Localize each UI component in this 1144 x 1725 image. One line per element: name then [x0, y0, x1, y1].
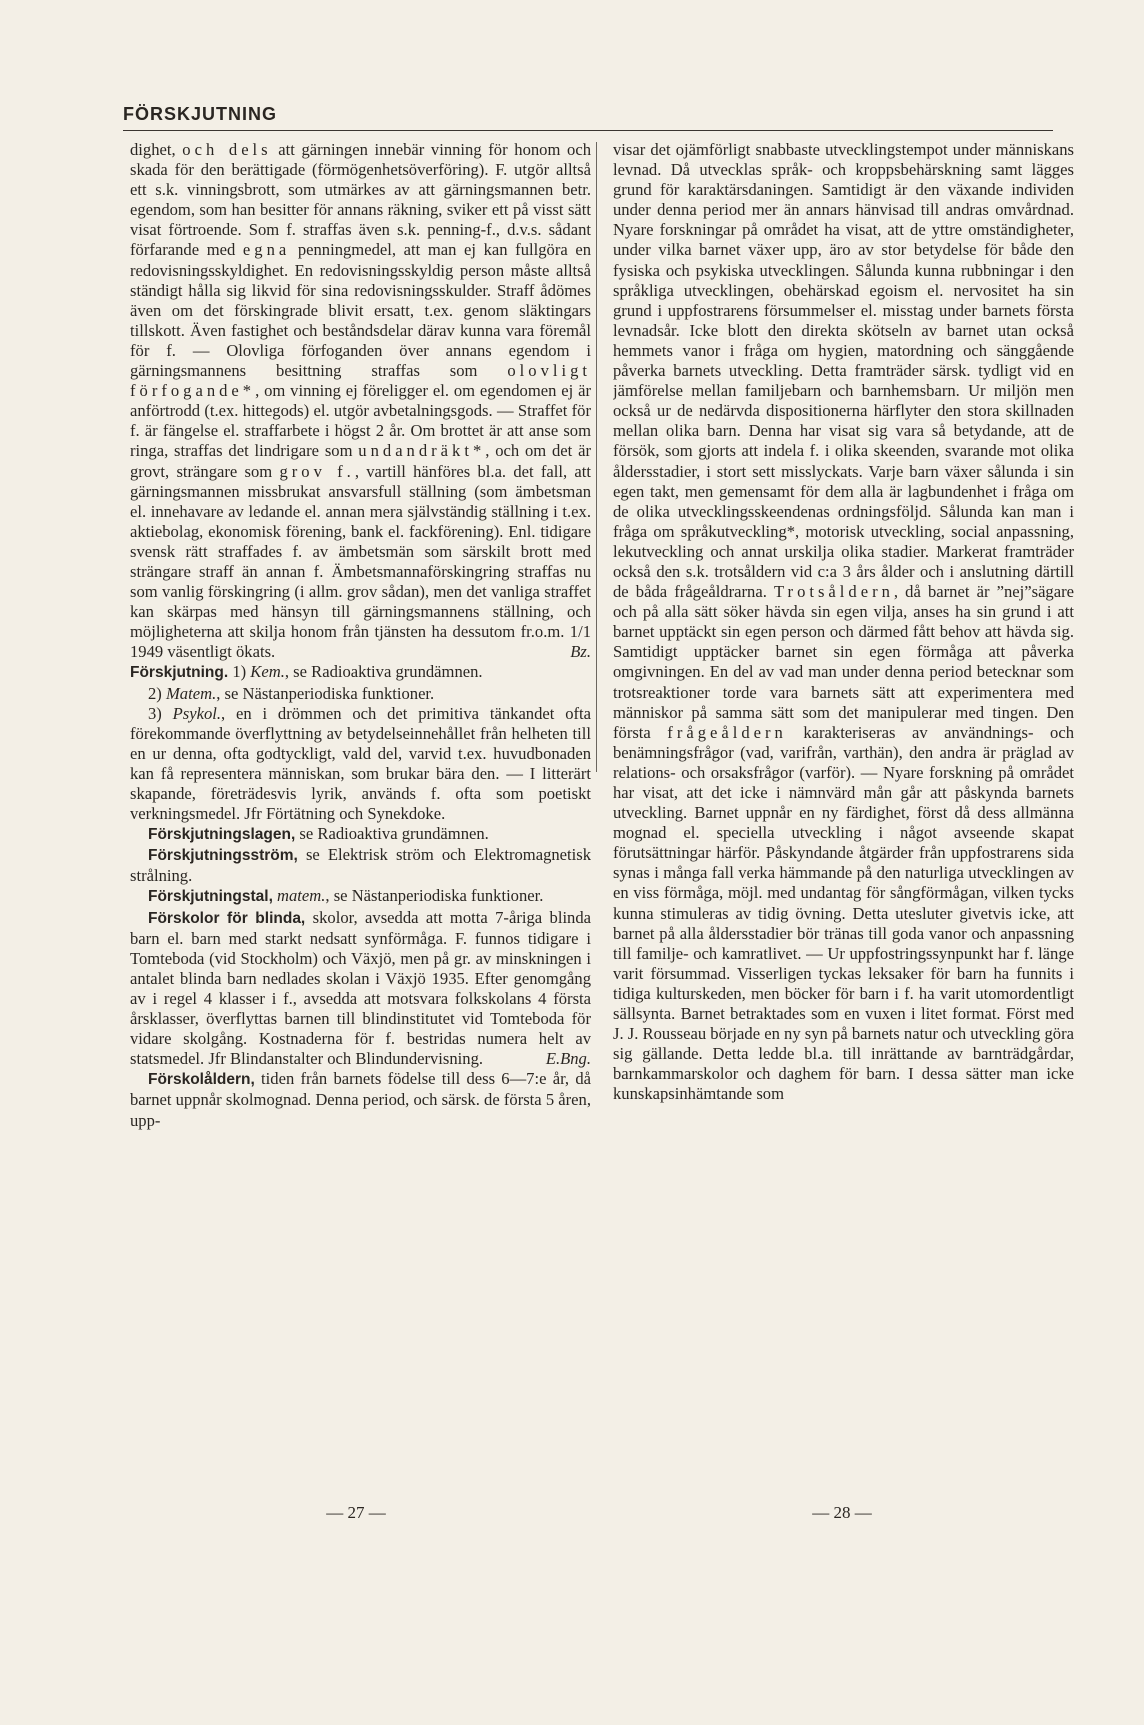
page-number-right: — 28 — [812, 1503, 872, 1522]
headword: Förskjutningstal, [148, 888, 273, 906]
page-number-left: — 27 — [326, 1503, 386, 1522]
right-column [613, 140, 1074, 1725]
entry-forskjutning-sense-2: 2) Matem., se Nästanperiodiska funktioner. [148, 683, 435, 703]
entry-forskolaldern-continued: visar det ojämförligt snabbaste utvecklingstempot under människans levnad. Då utvecklas språk- och kroppsbehärskning samt lägges grund för karaktärsdaningen. Samtidigt är den växande individen under denna period mer än annars hänvisad till andras omvårdnad. Nyare forskningar på området ha visat, att de yttre omständigheter, under vilka barnet växer upp, äro av stor betydelse för både den fysiska och psykiska utvecklingen. Sålunda kunna rubbningar i den språkliga utvecklingen, obehärskad egoism el. nervositet ha sin grund i uppfostrarens försummelser el. misstag under barnets första levnadsår. Icke blott den direkta skötseln av barnet utan också hemmets vanor i fråga om hygien, matordning och sänggående påverka barnets utveckling. Detta framträder särsk. tydligt vid en jämförelse mellan familjebarn och barnhemsbarn. Ur miljön men också ur de nedärvda dispositionerna härflyter den stora skillnaden mellan olika barn. Denna har visat sig vara så betydande, att de försök, som gjorts att indela f. i olika skeenden, svarande mot olika åldersstadier, i stort sett misslyckats. Varje barn växer sålunda i sin egen takt, men gemensamt för dem alla är lagbundenhet i fråga om de olika utvecklingsskeendenas ordningsföljd. Sålunda kan man i fråga om språkutveckling*, motorisk utveckling, social anpassning, lekutveckling och annat urskilja olika stadier. Markerat framträder också den s.k. trotsåldern vid c:a 3 års ålder och i anslutning därtill de båda frågeåldrarna. Trotsåldern, då barnet är ”nej”sägare och på alla sätt söker hävda sin egen vilja, anses ha sin grund i att barnet upptäckt sin egen person och därmed fått behov att hävda sig. Samtidigt upptäcker barnet sin egen förmåga att påverka omgivningen. En del av vad man under denna period betecknar som trotsreaktioner torde vara barnets sätt att experimentera med människor på samma sätt som det manipulerar med tingen. Den första frågeåldern karakteriseras av användnings- och benämningsfrågor (vad, varifrån, varthän), den andra är präglad av relations- och orsaksfrågor (varför). — Nyare forskning på området har visat, att det icke i nämnvärd mån går att påskynda barnets utveckling. Barnet uppnår en ny färdighet, först då dess allmänna mognad el. speciella utveckling i något avseende skapat förutsättningar härför. Påskyndande åtgärder från uppfostrarens sida synas i många fall verka hämmande på den naturliga utvecklingen av en viss förmåga, möjl. med undantag för sångförmågan, vilken tycks kunna stimuleras av tidig övning. Detta utesluter givetvis icke, att barnet på alla åldersstadier bör tränas till goda vanor och anpassning till familje- och kamratlivet. — Ur uppfostringssynpunkt har f. länge varit försummad. Visserligen tyckas leksaker för barn ha funnits i tidiga kulturskeden, men böcker för barn i f. ha varit utomordentligt sällsynta. Barnet betraktades som en vuxen i litet format. Först med J. J. Rousseau började en ny syn på barnets natur och utveckling göra sig gällande. Detta ledde bl.a. till inrättande av barnträdgårdar, barnkammarskolor och daghem för barn. I dessa sätter man icke kunskapsinhämtande som [613, 140, 1074, 1104]
column-divider [596, 142, 597, 772]
left-column [130, 140, 591, 1725]
header-rule [123, 130, 1053, 131]
headword: Förskjutning. [130, 664, 229, 682]
running-head: FÖRSKJUTNING [123, 104, 278, 124]
entry-forskjutningslagen: Förskjutningslagen, se Radioaktiva grundämnen. [148, 824, 489, 844]
entry-forskolaldern: Förskolåldern, tiden från barnets födelse till dess 6—7:e år, då barnet uppnår skolmognad. Denna period, och särsk. de första 5 åren, upp- [130, 1069, 591, 1130]
entry-forskolor-for-blinda: Förskolor för blinda, skolor, avsedda att motta 7-åriga blinda barn el. barn med starkt nedsatt synförmåga. F. funnos tidigare i Tomteboda (vid Stockholm) och Växjö, men på gr. av minskningen i antalet blinda barn nedlades skolan i Växjö 1935. Efter genomgång av i regel 4 klasser i f., avsedda att motsvara folkskolans 4 första årsklasser, överflyttas barnen till blindinstitutet vid Tomteboda för vidare skolgång. Kostnaderna för f. bestridas numera helt av statsmedel. Jfr Blindanstalter och Blindundervisning. E.Bng. [130, 907, 591, 1069]
author-signature: Bz. [570, 642, 591, 662]
headword: Förskolåldern, [148, 1071, 255, 1089]
entry-forskjutningsstrom: Förskjutningsström, se Elektrisk ström och Elektromagnetisk strålning. [130, 845, 591, 886]
headword: Förskjutningslagen, [148, 826, 296, 844]
author-signature: E.Bng. [545, 1049, 591, 1069]
headword: Förskolor för blinda, [148, 909, 306, 927]
entry-forskingring-continued: dighet, och dels att gärningen innebär vinning för honom och skada för den berättigade (förmögenhetsöverföring). F. utgör alltså ett s.k. vinningsbrott, som utmärkes av att gärningsmannen betr. egendom, som han besitter för annans räkning, sviker ett på visst sätt visat förtroende. Som f. straffas även s.k. penning-f., d.v.s. sådant förfarande med egna penningmedel, att man ej kan fullgöra en redovisningsskyldighet. En redovisningsskyldig person måste alltså ständigt hålla sig likvid för sina redovisningsskulder. Straff ådömes även om det förskingrade blivit ersatt, t.ex. genom släktingars tillskott. Även fastighet och beståndsdelar därav kunna vara föremål för f. — Olovliga förfoganden över annans egendom i gärningsmannens besittning straffas som olovligt förfogande*, om vinning ej föreligger el. om egendomen ej är anförtrodd (t.ex. hittegods) el. utgör avbetalningsgods. — Straffet för f. är fängelse el. straffarbete i högst 2 år. Om brottet är att anse som ringa, straffas det lindrigare som undandräkt*, och om det är grovt, strängare som grov f., vartill hänföres bl.a. det fall, att gärningsmannen missbrukat ansvarsfull ställning (som ämbetsman el. innehavare av ledande el. annan mera självständig ställning i t.ex. aktiebolag, ekonomisk förening, bank el. fackförening). Enl. tidigare svensk rätt straffades f. av ämbetsmän som särskilt brott med strängare straff än annan f. Ämbetsmannaförskingring straffas nu som vanlig förskingring (i allm. grov sådan), men det vanliga straffet kan skärpas med hänsyn till gärningsmannens ställning, och möjligheterna att skilja honom från tjänsten ha dessutom fr.o.m. 1/1 1949 väsentligt ökats. Bz. [130, 140, 591, 662]
entry-forskjutning-sense-3: 3) Psykol., en i drömmen och det primitiva tänkandet ofta förekommande överflyttning av betydelseinnehållet från helheten till en ur denna, ofta godtyckligt, vald del, varvid t.ex. huvudbonaden kan få representera människan, som brukar bära den. — I litterärt skapande, företrädesvis lyrik, används f. ofta som poetiskt verkningsmedel. Jfr Förtätning och Synekdoke. [130, 703, 591, 824]
headword: Förskjutningsström, [148, 847, 298, 865]
entry-forskjutning: Förskjutning. 1) Kem., se Radioaktiva grundämnen. [130, 662, 483, 682]
entry-forskjutningstal: Förskjutningstal, matem., se Nästanperiodiska funktioner. [148, 886, 544, 906]
